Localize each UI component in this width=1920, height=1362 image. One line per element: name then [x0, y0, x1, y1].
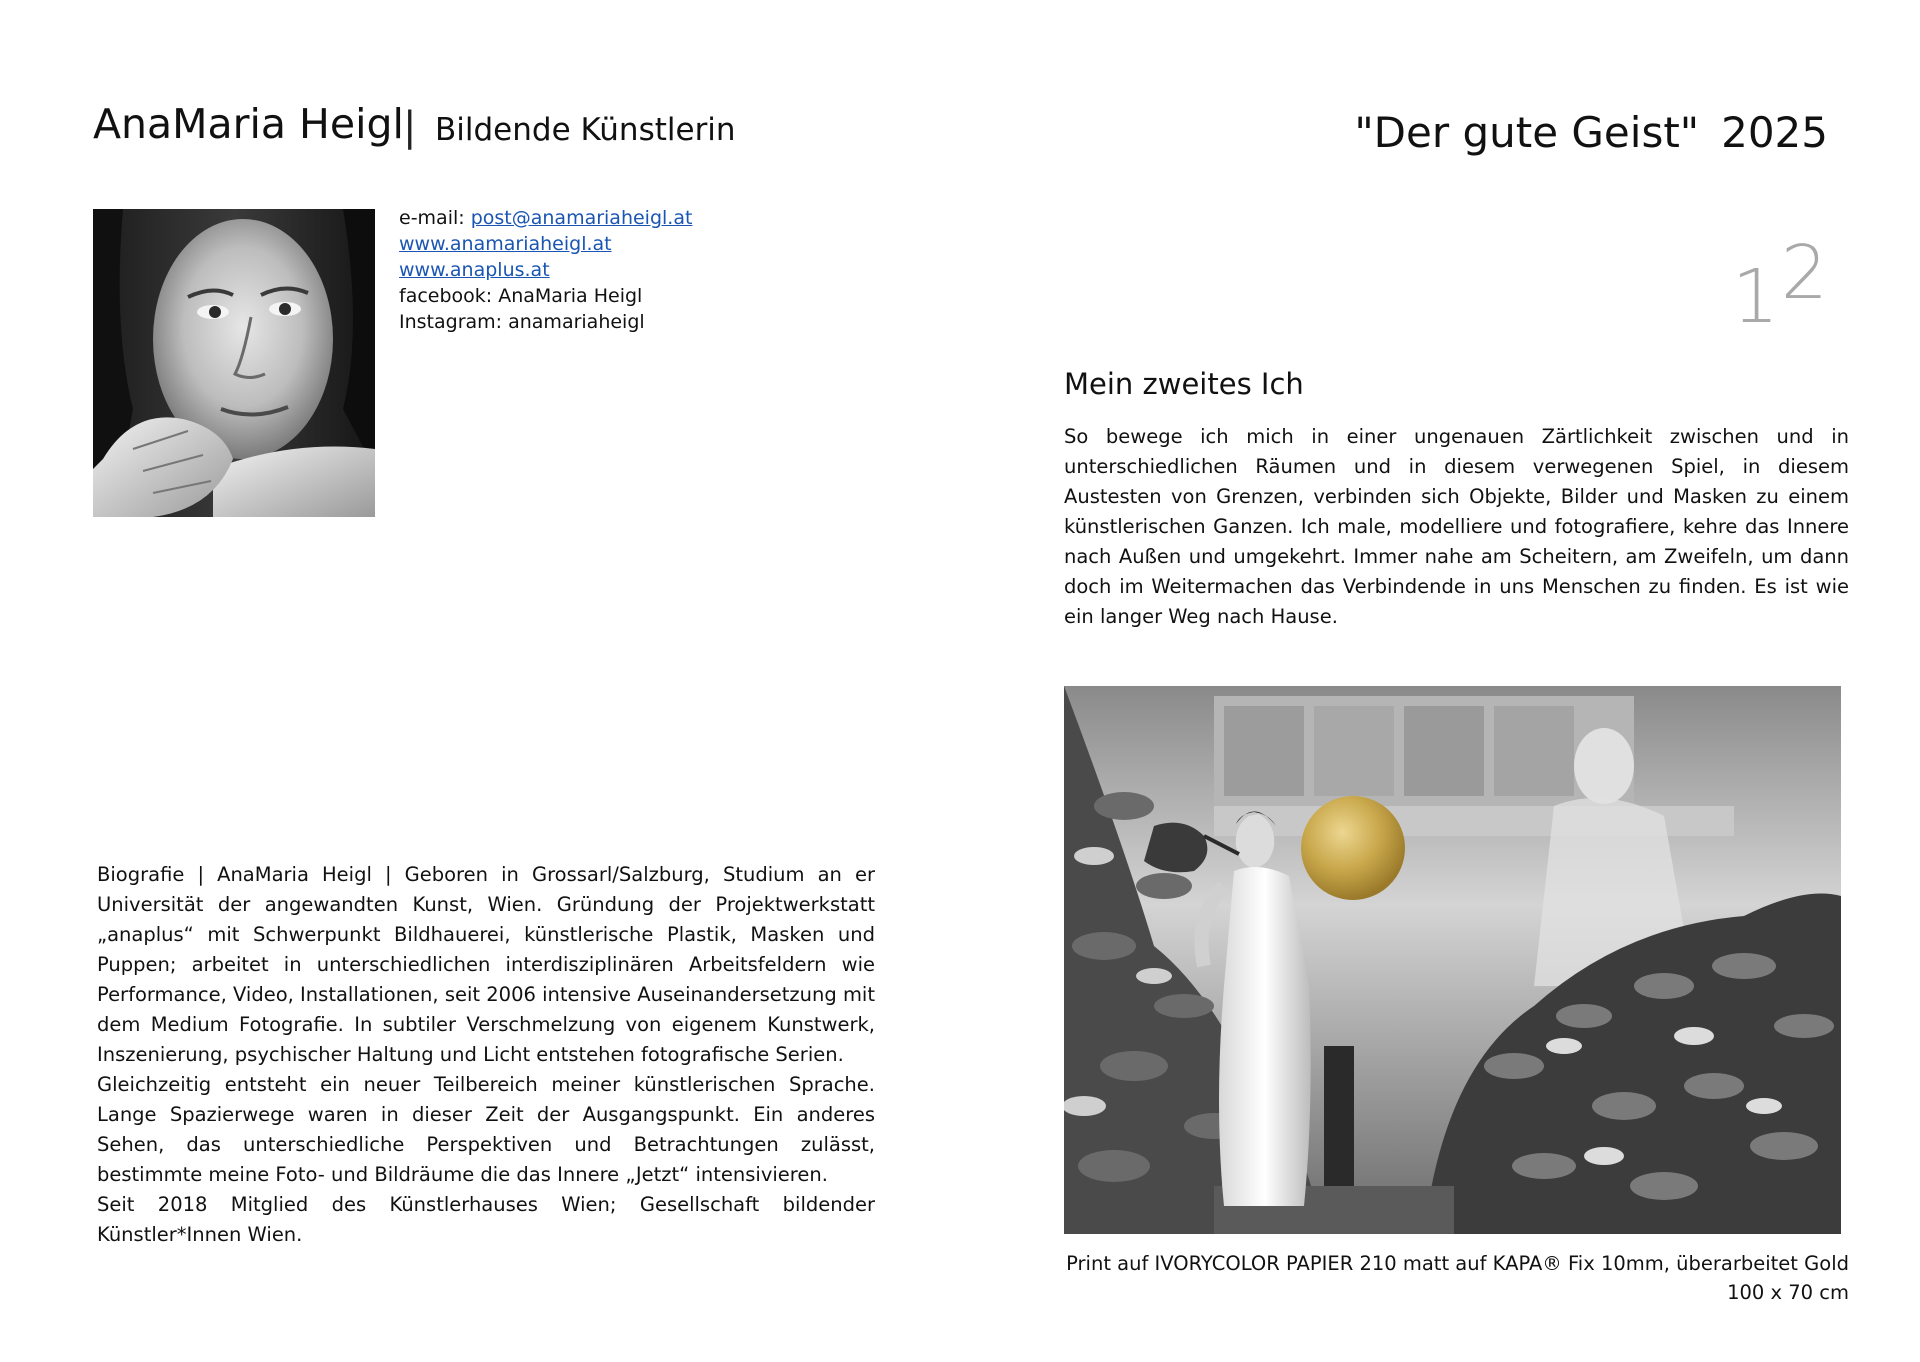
month-digit-2: 2: [1780, 230, 1828, 316]
header-separator: |: [403, 104, 417, 150]
facebook-info: facebook: AnaMaria Heigl: [399, 285, 643, 307]
biography-paragraph-1: Biografie | AnaMaria Heigl | Geboren in Grossarl/Salzburg, Studium an er Universität der angewandten Kunst, Wien. Gründung der Projektwerkstatt „anaplus“ mit Schwerpunkt Bildhauerei, künstlerische Plastik, Masken und Puppen; arbeitet in unterschiedlichen interdisziplinären Arbeitsfeldern wie Performance, Video, Installationen, seit 2006 intensive Auseinandersetzung mit dem Medium Fotografie. In subtiler Verschmelzung von eigenem Kunstwerk, Inszenierung, psychischer Haltung und Licht entstehen fotografische Serien.: [97, 863, 875, 1066]
biography-paragraph-3: Seit 2018 Mitglied des Künstlerhauses Wien; Gesellschaft bildender Künstler*Innen Wien.: [97, 1193, 875, 1246]
website-link-anaplus[interactable]: www.anaplus.at: [399, 259, 550, 281]
artwork-title: Mein zweites Ich: [1064, 367, 1304, 401]
portrait-image: [93, 209, 375, 517]
artist-name: AnaMaria Heigl: [93, 100, 404, 148]
contact-info: [399, 205, 692, 335]
artist-portrait-photo: [93, 209, 375, 517]
instagram-info: Instagram: anamariaheigl: [399, 311, 645, 333]
artwork-caption-material: Print auf IVORYCOLOR PAPIER 210 matt auf KAPA® Fix 10mm, überarbeitet Gold: [1066, 1252, 1849, 1275]
calendar-year: 2025: [1721, 108, 1828, 157]
artist-role: Bildende Künstlerin: [435, 112, 736, 148]
email-link[interactable]: post@anamariaheigl.at: [470, 207, 693, 229]
email-line: [399, 205, 692, 231]
email-label: e-mail:: [399, 207, 471, 229]
artwork-description: So bewege ich mich in einer ungenauen Zärtlichkeit zwischen und in unterschiedlichen Räumen und in diesem verwegenen Spiel, in diesem Austesten von Grenzen, verbinden sich Objekte, Bilder und Masken zu einem künstlerischen Ganzen. Ich male, modelliere und fotografiere, kehre das Innere nach Außen und umgekehrt. Immer nahe am Scheitern, am Zweifeln, um dann doch im Weitermachen das Verbindende in uns Menschen zu finden. Es ist wie ein langer Weg nach Hause.: [1064, 425, 1849, 628]
biography: [97, 860, 875, 1250]
calendar-title: [1354, 108, 1828, 157]
artwork-photo: [1064, 686, 1841, 1234]
biography-paragraph-2: Gleichzeitig entsteht ein neuer Teilbereich meiner künstlerischen Sprache. Lange Spazierwege waren in dieser Zeit der Ausgangspunkt. Ein anderes Sehen, das unterschiedliche Perspektiven und Betrachtungen zulässt, bestimmte meine Foto- und Bildräume die das Innere „Jetzt“ intensivieren.: [97, 1073, 875, 1186]
artwork-caption: [1064, 1249, 1849, 1307]
artwork-caption-size: 100 x 70 cm: [1727, 1281, 1849, 1304]
month-digit-1: 1: [1731, 254, 1781, 340]
artwork-image: [1064, 686, 1841, 1234]
calendar-title-text: "Der gute Geist": [1354, 108, 1700, 157]
website-link-anamariaheigl[interactable]: www.anamariaheigl.at: [399, 233, 612, 255]
month-number: [1731, 230, 1828, 340]
